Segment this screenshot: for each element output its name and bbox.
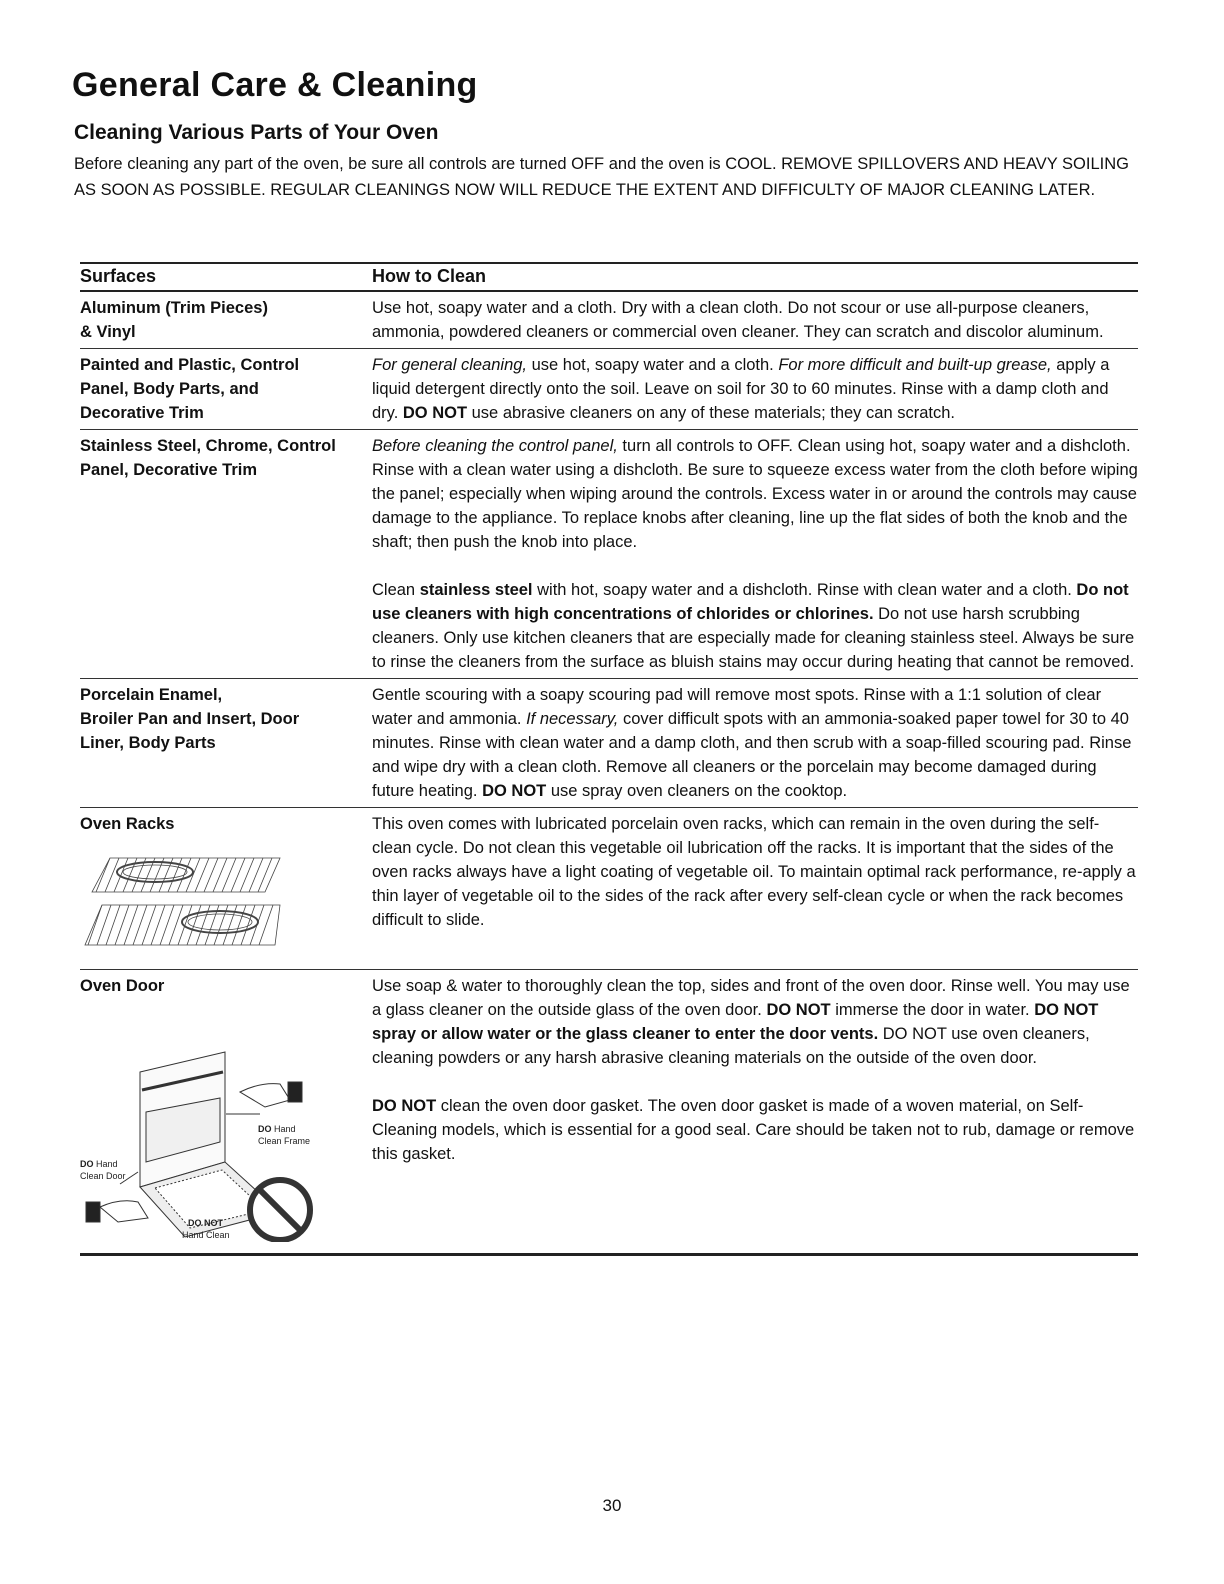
bold-text: DO NOT spray or allow water or the glass cleaner to enter the door vents. xyxy=(372,1001,1099,1043)
instruction-paragraph xyxy=(372,353,1138,425)
text: use spray oven cleaners on the cooktop. xyxy=(546,782,848,800)
table-row xyxy=(80,430,1138,679)
svg-text:Hand Clean: Hand Clean xyxy=(182,1230,230,1240)
table-row xyxy=(80,349,1138,430)
surface-label: Oven Racks xyxy=(80,815,175,833)
frame-label-do: DO xyxy=(258,1124,272,1134)
section-heading: Cleaning Various Parts of Your Oven xyxy=(74,121,439,144)
table-row xyxy=(80,970,1138,1256)
svg-text:Clean Door: Clean Door xyxy=(80,1171,126,1181)
svg-text:DO NOT: DO NOT xyxy=(188,1218,223,1228)
cleaning-table xyxy=(80,262,1138,1256)
surface-label: Aluminum (Trim Pieces) & Vinyl xyxy=(80,299,268,341)
bold-text: DO NOT xyxy=(482,782,547,800)
oven-racks-illustration xyxy=(80,850,290,950)
page-number: 30 xyxy=(602,1496,622,1515)
instruction-paragraph xyxy=(372,683,1138,803)
surface-label: Stainless Steel, Chrome, Control Panel, Decorative Trim xyxy=(80,437,336,479)
instructions-cell xyxy=(372,296,1138,344)
text: Do not use harsh scrubbing cleaners. Only use kitchen cleaners that are especially made for cleaning stainless steel. Always be sure to rinse the cleaners from the surface as bluish stains may occur during heating that cannot be removed. xyxy=(372,605,1135,671)
surface-cell xyxy=(80,353,372,425)
text: This oven comes with lubricated porcelain oven racks, which can remain in the oven during the self-clean cycle. Do not clean this vegetable oil lubrication off the racks. It is important that the sides of the oven racks always have a light coating of vegetable oil. To maintain optimal rack performance, re-apply a thin layer of vegetable oil to the sides of the rack after every self-clean cycle or when the rack becomes difficult to slide. xyxy=(372,815,1136,929)
svg-text:Clean Frame: Clean Frame xyxy=(258,1136,311,1146)
text: apply a liquid detergent directly onto the soil. Leave on soil for 30 to 60 minutes. Rinse with a damp cloth and dry. xyxy=(372,356,1110,422)
svg-text:DO Hand: DO Hand xyxy=(80,1159,118,1169)
surface-cell xyxy=(80,683,372,803)
bold-text: DO NOT xyxy=(372,1097,437,1115)
italic-text: For more difficult and built-up grease, xyxy=(778,356,1052,374)
text: DO NOT use oven cleaners, cleaning powders or any harsh abrasive cleaning materials on the outside of the oven door. xyxy=(372,1025,1090,1067)
text: with hot, soapy water and a dishcloth. Rinse with clean water and a cloth. xyxy=(532,581,1077,599)
instructions-cell xyxy=(372,812,1138,957)
intro-paragraph: Before cleaning any part of the oven, be sure all controls are turned OFF and the oven is COOL. REMOVE SPILLOVERS AND HEAVY SOILING AS SOON AS POSSIBLE. REGULAR CLEANINGS NOW WILL REDUCE THE EXTENT AND DIFFICULTY OF MAJOR CLEANING LATER. xyxy=(74,155,1129,199)
text: turn all controls to OFF. Clean using hot, soapy water and a dishcloth. Rinse with a clean water using a dishcloth. Be sure to squeeze excess water from the cloth before wiping the panel; especially when wiping around the controls. Excess water in or around the controls may cause damage to the appliance. To replace knobs after cleaning, line up the flat sides of both the knob and the shaft; then push the knob into place. xyxy=(372,437,1138,551)
instruction-paragraph xyxy=(372,434,1138,554)
italic-text: If necessary, xyxy=(526,710,619,728)
surface-cell xyxy=(80,434,372,674)
surface-label: Porcelain Enamel, Broiler Pan and Insert, Door Liner, Body Parts xyxy=(80,686,300,752)
instructions-cell xyxy=(372,353,1138,425)
text: Clean xyxy=(372,581,420,599)
table-row xyxy=(80,808,1138,970)
text: clean the oven door gasket. The oven door gasket is made of a woven material, on Self-Cleaning models, which is essential for a good seal. Care should be taken not to rub, damage or remove this gasket. xyxy=(372,1097,1135,1163)
text: Use soap & water to thoroughly clean the top, sides and front of the oven door. Rinse well. You may use a glass cleaner on the outside glass of the oven door. xyxy=(372,977,1130,1019)
surface-cell xyxy=(80,296,372,344)
text: use hot, soapy water and a cloth. xyxy=(527,356,779,374)
bold-text: DO NOT xyxy=(402,404,468,422)
text: Gentle scouring with a soapy scouring pad will remove most spots. Rinse with a 1:1 solution of clear water and ammonia. xyxy=(372,686,1102,728)
surface-cell xyxy=(80,812,372,957)
surface-label: Oven Door xyxy=(80,977,165,995)
table-row xyxy=(80,292,1138,349)
instruction-paragraph xyxy=(372,1094,1138,1166)
bold-text: DO NOT xyxy=(766,1001,831,1019)
instruction-paragraph xyxy=(372,578,1138,674)
italic-text: Before cleaning the control panel, xyxy=(372,437,618,455)
instructions-cell xyxy=(372,434,1138,674)
svg-text:DO Hand: DO Hand xyxy=(258,1124,296,1134)
instruction-paragraph xyxy=(372,974,1138,1070)
bold-text: Do not use cleaners with high concentrations of chlorides or chlorines. xyxy=(372,581,1129,623)
italic-text: For general cleaning, xyxy=(372,356,528,374)
instruction-paragraph xyxy=(372,812,1138,932)
table-header-row xyxy=(80,264,1138,292)
text: use abrasive cleaners on any of these materials; they can scratch. xyxy=(467,404,955,422)
header-how-to-clean: How to Clean xyxy=(372,266,487,286)
instruction-paragraph xyxy=(372,296,1138,344)
oven-door-illustration xyxy=(80,1012,320,1242)
text: cover difficult spots with an ammonia-soaked paper towel for 30 to 40 minutes. Rinse with clean water and a damp cloth, and then scrub with a soap-filled scouring pad. Rinse and wipe dry with a clean cloth. Remove all cleaners or the porcelain may become damaged during future heating. xyxy=(372,710,1132,800)
table-row xyxy=(80,679,1138,808)
text: Use hot, soapy water and a cloth. Dry with a clean cloth. Do not scour or use all-purpose cleaners, ammonia, powdered cleaners or commercial oven cleaner. They can scratch and discolor aluminum. xyxy=(372,299,1104,341)
bold-text: stainless steel xyxy=(419,581,533,599)
page-title: General Care & Cleaning xyxy=(72,66,478,104)
header-surfaces: Surfaces xyxy=(80,266,157,286)
instructions-cell xyxy=(372,974,1138,1249)
surface-cell xyxy=(80,974,372,1249)
instructions-cell xyxy=(372,683,1138,803)
surface-label: Painted and Plastic, Control Panel, Body Parts, and Decorative Trim xyxy=(80,356,300,422)
text: immerse the door in water. xyxy=(830,1001,1035,1019)
